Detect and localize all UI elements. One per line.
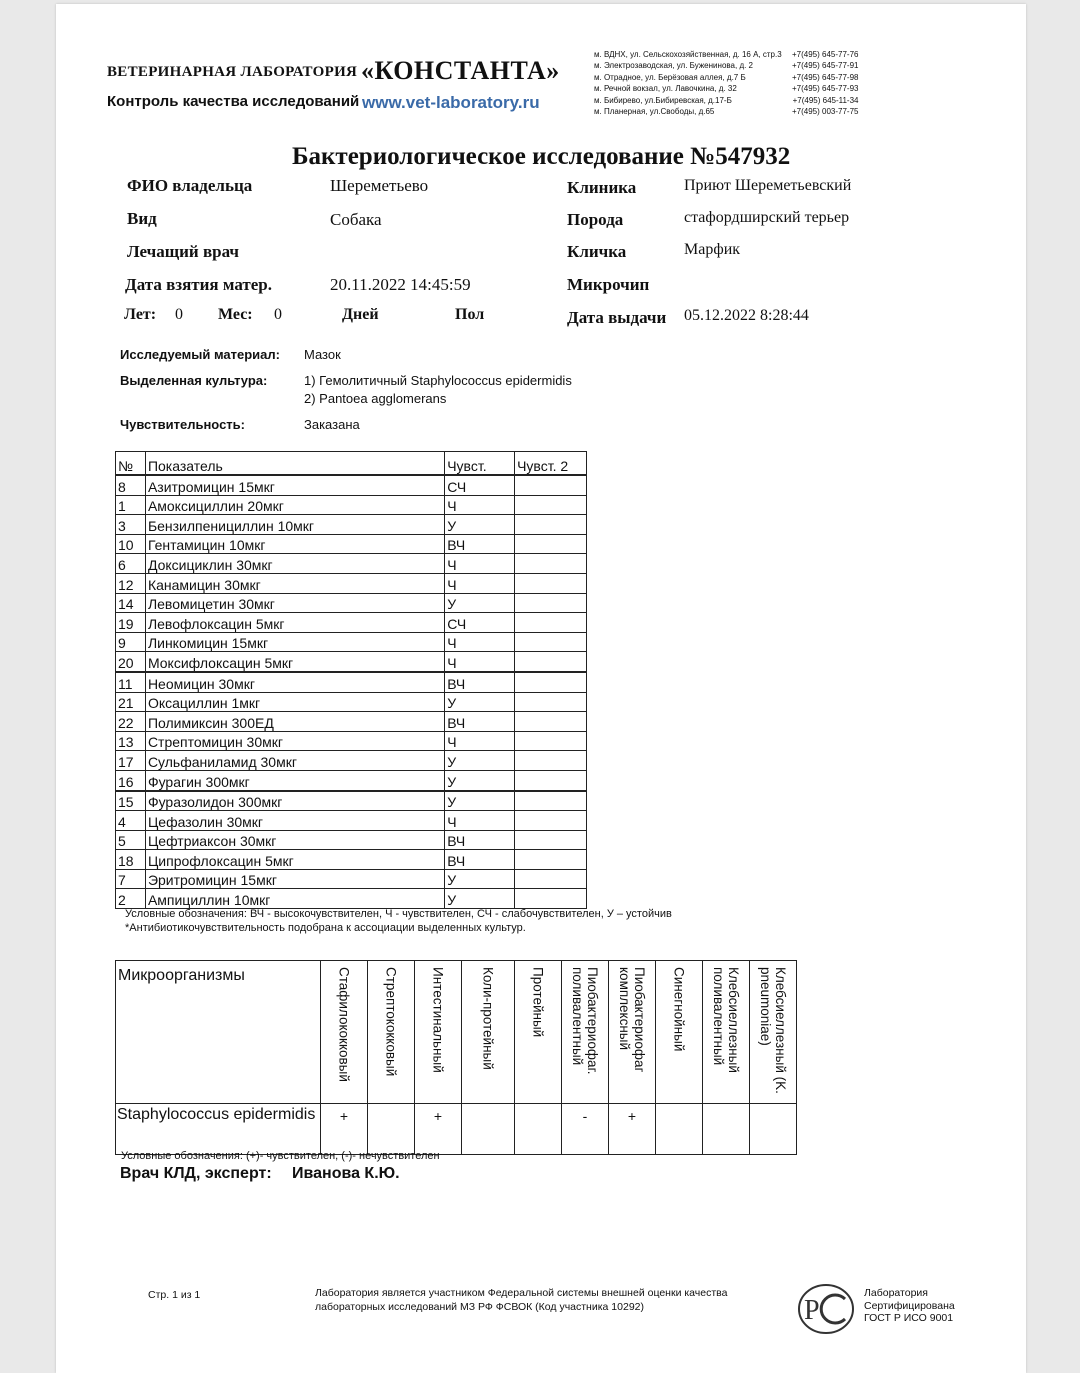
breed-label: Порода — [567, 210, 624, 229]
phage-column-header — [562, 961, 609, 1104]
row-number: 14 — [116, 593, 146, 613]
branch-phones — [792, 49, 859, 117]
column-header: Чувст. 2 — [515, 452, 587, 476]
phage-result — [703, 1104, 750, 1155]
phage-name: Пиобактериофаг комплексный — [617, 967, 647, 1073]
sensitivity-2-value — [515, 869, 587, 889]
row-number: 19 — [116, 613, 146, 633]
sensitivity-value: ВЧ — [445, 534, 515, 554]
sensitivity-2-value — [515, 770, 587, 790]
row-number: 1 — [116, 495, 146, 515]
clinic-value: Приют Шереметьевский — [684, 177, 852, 194]
table-row — [116, 811, 587, 831]
sensitivity-2-value — [515, 475, 587, 495]
sensitivity-value: Ч — [445, 652, 515, 672]
row-number: 16 — [116, 770, 146, 790]
branch-phone: +7(495) 645-11-34 — [792, 95, 859, 105]
culture-item: 2) Pantoea agglomerans — [304, 391, 447, 406]
age-years-label: Лет: — [124, 306, 157, 323]
row-number: 18 — [116, 850, 146, 870]
date-taken-label: Дата взятия матер. — [125, 275, 272, 294]
sensitivity-2-value — [515, 613, 587, 633]
lab-tagline: Контроль качества исследований — [107, 93, 360, 110]
branch-phone: +7(495) 645-77-93 — [792, 84, 859, 94]
culture-item: 1) Гемолитичный Staphylococcus epidermidis — [304, 373, 572, 388]
phage-column-header — [703, 961, 750, 1104]
table-row — [116, 495, 587, 515]
doctor-label: Лечащий врач — [127, 242, 239, 261]
row-number: 3 — [116, 515, 146, 535]
table-row — [116, 791, 587, 811]
table-row — [116, 889, 587, 909]
table-row — [116, 652, 587, 672]
antibiotic-name: Сульфаниламид 30мкг — [145, 751, 444, 771]
table-row — [116, 830, 587, 850]
antibiotic-name: Левомицетин 30мкг — [145, 593, 444, 613]
organism-cell: Staphylococcus epidermidis — [116, 1104, 321, 1155]
sensitivity-label: Чувствительность: — [120, 417, 245, 432]
sensitivity-2-value — [515, 889, 587, 909]
sensitivity-value: У — [445, 692, 515, 712]
column-header: № — [116, 452, 146, 476]
antibiotic-name: Бензилпенициллин 10мкг — [145, 515, 444, 535]
table-row — [116, 672, 587, 692]
table-row — [116, 1104, 797, 1155]
cert-line: ГОСТ Р ИСО 9001 — [864, 1312, 954, 1324]
sex-label: Пол — [455, 306, 485, 323]
antibiotic-name: Фурагин 300мкг — [145, 770, 444, 790]
sensitivity-2-value — [515, 791, 587, 811]
branch-address: м. Бибирево, ул.Бибиревская, д.17-Б — [594, 95, 732, 105]
cert-line: Сертифицирована — [864, 1299, 955, 1312]
table-row — [116, 751, 587, 771]
organisms-header-label: Микроорганизмы — [118, 967, 245, 984]
phage-name: Пиобактериофаг. поливалентный — [570, 967, 600, 1075]
table-row — [116, 869, 587, 889]
sensitivity-legend: Условные обозначения: ВЧ - высокочувствителен, Ч - чувствителен, СЧ - слабочувствителен, У – устойчив — [125, 908, 672, 920]
phage-result — [368, 1104, 415, 1155]
sensitivity-value: У — [445, 593, 515, 613]
sensitivity-value: У — [445, 751, 515, 771]
cert-line: Лаборатория — [864, 1287, 928, 1299]
sensitivity-2-value — [515, 573, 587, 593]
phage-column-header — [750, 961, 797, 1104]
antibiotic-name: Фуразолидон 300мкг — [145, 791, 444, 811]
phage-result — [750, 1104, 797, 1155]
sensitivity-value: СЧ — [445, 613, 515, 633]
branch-phone: +7(495) 645-77-98 — [792, 72, 859, 82]
antibiotic-name: Моксифлоксацин 5мкг — [145, 652, 444, 672]
phage-result — [515, 1104, 562, 1155]
pet-name-label: Кличка — [567, 242, 627, 261]
antibiotic-name: Цефтриаксон 30мкг — [145, 830, 444, 850]
sensitivity-2-value — [515, 850, 587, 870]
antibiotic-name: Цефазолин 30мкг — [145, 811, 444, 831]
table-row — [116, 515, 587, 535]
antibiotic-sensitivity-table — [115, 451, 587, 909]
row-number: 9 — [116, 632, 146, 652]
phage-column-header — [515, 961, 562, 1104]
sensitivity-2-value — [515, 731, 587, 751]
owner-value: Шереметьево — [330, 176, 429, 195]
phage-column-header — [656, 961, 703, 1104]
phage-name: Синегнойный — [671, 967, 687, 1052]
svg-text:Р: Р — [804, 1295, 820, 1326]
sensitivity-value: У — [445, 869, 515, 889]
pet-name-value: Марфик — [684, 241, 741, 258]
branch-phone: +7(495) 003-77-75 — [792, 107, 859, 117]
sensitivity-value: Ч — [445, 554, 515, 574]
branch-phone: +7(495) 645-77-91 — [792, 61, 859, 71]
table-row — [116, 613, 587, 633]
antibiotic-name: Доксициклин 30мкг — [145, 554, 444, 574]
branch-addresses — [594, 49, 782, 117]
row-number: 2 — [116, 889, 146, 909]
sensitivity-value: Ч — [445, 632, 515, 652]
certification-text — [864, 1287, 955, 1325]
sensitivity-value: Ч — [445, 811, 515, 831]
row-number: 12 — [116, 573, 146, 593]
sensitivity-2-value — [515, 751, 587, 771]
sensitivity-2-value — [515, 652, 587, 672]
issue-date-value: 05.12.2022 8:28:44 — [684, 307, 809, 324]
owner-label: ФИО владельца — [127, 176, 253, 195]
sensitivity-2-value — [515, 534, 587, 554]
sensitivity-2-value — [515, 495, 587, 515]
issue-date-label: Дата выдачи — [567, 308, 667, 327]
phage-column-header — [415, 961, 462, 1104]
age-days-label: Дней — [342, 306, 379, 323]
antibiotic-name: Эритромицин 15мкг — [145, 869, 444, 889]
antibiotic-name: Ампициллин 10мкг — [145, 889, 444, 909]
row-number: 20 — [116, 652, 146, 672]
phage-name: Интестинальный — [430, 967, 446, 1073]
document-title: Бактериологическое исследование №547932 — [292, 143, 791, 170]
sensitivity-value: У — [445, 889, 515, 909]
phage-column-header — [321, 961, 368, 1104]
table-row — [116, 632, 587, 652]
table-row — [116, 573, 587, 593]
culture-label: Выделенная культура: — [120, 373, 268, 388]
age-months-value: 0 — [274, 306, 282, 323]
phage-result: + — [609, 1104, 656, 1155]
antibiotic-name: Линкомицин 15мкг — [145, 632, 444, 652]
antibiotic-name: Полимиксин 300ЕД — [145, 712, 444, 732]
fsvok-note-line2: лабораторных исследований МЗ РФ ФСВОК (Код участника 10292) — [315, 1301, 645, 1313]
table-row — [116, 692, 587, 712]
lab-brand: «КОНСТАНТА» — [361, 56, 560, 85]
gost-certification-logo — [797, 1283, 855, 1335]
row-number: 21 — [116, 692, 146, 712]
table-row — [116, 850, 587, 870]
branch-phone: +7(495) 645-77-76 — [792, 50, 859, 59]
date-taken-value: 20.11.2022 14:45:59 — [330, 275, 471, 294]
sensitivity-2-value — [515, 593, 587, 613]
sensitivity-value: У — [445, 770, 515, 790]
sensitivity-value: Заказана — [304, 417, 360, 432]
branch-address: м. Планерная, ул.Свободы, д.65 — [594, 107, 715, 117]
branch-address: м. Отрадное, ул. Берёзовая аллея, д.7 Б — [594, 72, 746, 82]
sensitivity-value: ВЧ — [445, 830, 515, 850]
signature-name: Иванова К.Ю. — [292, 1165, 400, 1182]
table-header-row — [116, 961, 797, 1104]
sensitivity-value: Ч — [445, 731, 515, 751]
sensitivity-2-value — [515, 554, 587, 574]
species-label: Вид — [127, 209, 157, 228]
sensitivity-value: ВЧ — [445, 672, 515, 692]
clinic-label: Клиника — [567, 178, 637, 197]
row-number: 11 — [116, 672, 146, 692]
sensitivity-2-value — [515, 672, 587, 692]
sensitivity-value: У — [445, 791, 515, 811]
antibiotic-name: Стрептомицин 30мкг — [145, 731, 444, 751]
antibiotic-name: Гентамицин 10мкг — [145, 534, 444, 554]
row-number: 13 — [116, 731, 146, 751]
row-number: 15 — [116, 791, 146, 811]
row-number: 6 — [116, 554, 146, 574]
antibiotic-name: Амоксициллин 20мкг — [145, 495, 444, 515]
sensitivity-value: СЧ — [445, 475, 515, 495]
antibiotic-name: Азитромицин 15мкг — [145, 475, 444, 495]
sensitivity-value: ВЧ — [445, 712, 515, 732]
material-value: Мазок — [304, 347, 341, 362]
table-header-row — [116, 452, 587, 476]
sensitivity-2-value — [515, 712, 587, 732]
phage-column-header — [368, 961, 415, 1104]
phage-legend: Условные обозначения: (+)- чувствителен, (-)- нечувствителен — [121, 1150, 440, 1162]
branch-address: м. Электрозаводская, ул. Буженинова, д. 2 — [594, 61, 754, 71]
phage-result: + — [415, 1104, 462, 1155]
chip-label: Микрочип — [567, 275, 650, 294]
phage-name: Протейный — [530, 967, 546, 1038]
antibiotic-name: Ципрофлоксацин 5мкг — [145, 850, 444, 870]
sensitivity-value: ВЧ — [445, 850, 515, 870]
phage-name: Стрептококковый — [383, 967, 399, 1077]
column-header: Чувст. — [445, 452, 515, 476]
lab-website-link[interactable]: www.vet-laboratory.ru — [362, 93, 540, 112]
phage-name: Клебсиеллезный (K. pneumoniae) — [758, 967, 788, 1094]
phage-result — [462, 1104, 515, 1155]
breed-value: стафордширский терьер — [684, 209, 850, 226]
phage-column-header — [462, 961, 515, 1104]
phage-name: Клебсиеллезный поливалентный — [711, 967, 741, 1073]
phage-name: Стафилококковый — [336, 967, 352, 1082]
antibiotic-name: Оксациллин 1мкг — [145, 692, 444, 712]
phage-column-header — [609, 961, 656, 1104]
phage-result: + — [321, 1104, 368, 1155]
table-row — [116, 770, 587, 790]
organisms-header — [116, 961, 321, 1104]
lab-name: ВЕТЕРИНАРНАЯ ЛАБОРАТОРИЯ — [107, 64, 358, 80]
row-number: 8 — [116, 475, 146, 495]
page-number: Стр. 1 из 1 — [148, 1289, 201, 1301]
table-row — [116, 534, 587, 554]
sensitivity-2-value — [515, 811, 587, 831]
table-row — [116, 731, 587, 751]
branch-address: м. Речной вокзал, ул. Лавочкина, д. 32 — [594, 84, 737, 94]
row-number: 4 — [116, 811, 146, 831]
material-label: Исследуемый материал: — [120, 347, 280, 362]
fsvok-note-line1: Лаборатория является участником Федеральной системы внешней оценки качества — [315, 1287, 728, 1299]
age-years-value: 0 — [175, 306, 183, 323]
table-row — [116, 712, 587, 732]
bacteriophage-table — [115, 960, 797, 1155]
table-row — [116, 475, 587, 495]
column-header: Показатель — [145, 452, 444, 476]
sensitivity-value: У — [445, 515, 515, 535]
sensitivity-2-value — [515, 830, 587, 850]
row-number: 7 — [116, 869, 146, 889]
signature-label: Врач КЛД, эксперт: — [120, 1165, 272, 1182]
sensitivity-value: Ч — [445, 495, 515, 515]
phage-result: - — [562, 1104, 609, 1155]
row-number: 5 — [116, 830, 146, 850]
association-note: *Антибиотикочувствительность подобрана к ассоциации выделенных культур. — [125, 922, 526, 934]
row-number: 22 — [116, 712, 146, 732]
report-page — [56, 4, 1026, 1373]
antibiotic-name: Канамицин 30мкг — [145, 573, 444, 593]
table-row — [116, 554, 587, 574]
antibiotic-name: Левофлоксацин 5мкг — [145, 613, 444, 633]
species-value: Собака — [330, 210, 382, 229]
sensitivity-2-value — [515, 632, 587, 652]
row-number: 17 — [116, 751, 146, 771]
age-months-label: Мес: — [218, 306, 253, 323]
table-row — [116, 593, 587, 613]
sensitivity-2-value — [515, 515, 587, 535]
sensitivity-2-value — [515, 692, 587, 712]
phage-result — [656, 1104, 703, 1155]
antibiotic-name: Неомицин 30мкг — [145, 672, 444, 692]
branch-address: м. ВДНХ, ул. Сельскохозяйственная, д. 16 А, стр.3 — [594, 50, 782, 59]
row-number: 10 — [116, 534, 146, 554]
sensitivity-value: Ч — [445, 573, 515, 593]
phage-name: Коли-протейный — [480, 967, 496, 1070]
